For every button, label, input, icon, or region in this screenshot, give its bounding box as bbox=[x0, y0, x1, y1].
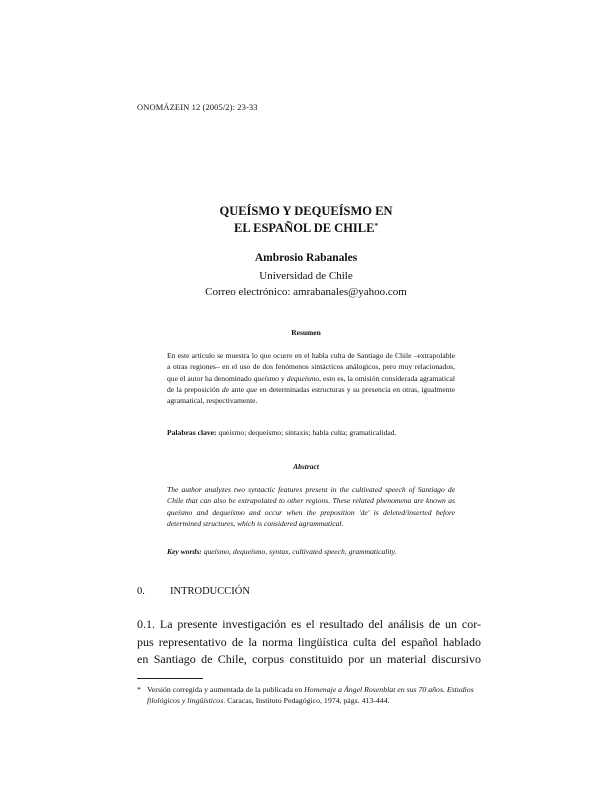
footnote-mark: * bbox=[137, 685, 141, 694]
body-line-1: 0.1. La presente investigación es el resultado del análisis de un cor- bbox=[137, 617, 481, 631]
footnote-divider bbox=[137, 678, 203, 679]
body-line-2: pus representativo de la norma lingüística culta del español hablado bbox=[137, 634, 481, 649]
title-line-1: QUEÍSMO Y DEQUEÍSMO EN bbox=[219, 204, 393, 218]
section-title: INTRODUCCIÓN bbox=[170, 586, 250, 597]
footnote-text-part1: Versión corregida y aumentada de la publicada en bbox=[147, 685, 305, 694]
section-heading bbox=[137, 586, 250, 597]
footnote-italic-title: Homenaje a Ángel Rosenblat en sus 70 años. Estudios filológicos y lingüísticos bbox=[147, 685, 474, 705]
abstract-heading: Abstract bbox=[293, 462, 319, 471]
footnote-text bbox=[146, 685, 481, 706]
resumen-term-dequeismo: dequeísmo bbox=[286, 373, 320, 383]
body-line-3: en Santiago de Chile, corpus constituido por un material discursivo bbox=[137, 652, 481, 667]
abstract-keywords bbox=[167, 546, 455, 557]
resumen-text-part4: ante bbox=[229, 384, 247, 394]
resumen-term-de: de bbox=[221, 384, 230, 394]
resumen-keywords bbox=[167, 427, 455, 438]
author-block bbox=[0, 252, 612, 300]
title-line-2 bbox=[0, 220, 612, 237]
resumen-keywords-label: Palabras clave: bbox=[167, 428, 217, 437]
resumen-text bbox=[167, 350, 455, 406]
resumen-text-part3: , esto es, la omisión considerada agramatical de la preposición bbox=[167, 373, 456, 394]
abstract-keywords-label: Key words: bbox=[167, 547, 202, 556]
resumen-term-queismo: queísmo bbox=[253, 373, 279, 383]
author-name: Ambrosio Rabanales bbox=[254, 252, 358, 264]
footnote bbox=[137, 685, 481, 706]
title-line-2-text: EL ESPAÑOL DE CHILE bbox=[234, 221, 375, 235]
resumen-text-part5: en determinadas estructuras y su presencia en otras, igualmente agramatical, respectivamente. bbox=[167, 384, 455, 406]
abstract-text: The author analyzes two syntactic features present in the cultivated speech of Santiago de Chile that can also be extrapolated to other regions. These related phenomena are known as queísmo and dequeísmo and occur when the preposition 'de' is deleted/inserted before determined structures, which is considered agrammatical. bbox=[167, 485, 455, 528]
section-number: 0. bbox=[137, 586, 145, 597]
title-footnote-mark: * bbox=[374, 222, 378, 230]
author-email: Correo electrónico: amrabanales@yahoo.com bbox=[205, 286, 407, 298]
resumen-term-que: que bbox=[246, 384, 258, 394]
body-paragraph bbox=[137, 616, 481, 669]
resumen-text-part2: y bbox=[278, 373, 287, 383]
footnote-text-part2: . Caracas, Instituto Pedagógico, 1974, págs. 413-444. bbox=[223, 695, 390, 705]
resumen-text-part1: En este artículo se muestra lo que ocurre en el habla culta de Santiago de Chile –extrapolable a otras regiones– en el uso de dos fenómenos sintácticos análogicos, pero muy relacionados, que el autor ha denominado bbox=[167, 351, 455, 383]
author-affiliation: Universidad de Chile bbox=[259, 270, 353, 282]
resumen-heading: Resumen bbox=[291, 328, 321, 337]
journal-reference: ONOMÁZEIN 12 (2005/2): 23-33 bbox=[137, 102, 258, 112]
resumen-keywords-text: queísmo; dequeísmo; sintaxis; habla culta; gramaticalidad. bbox=[216, 428, 397, 437]
article-title bbox=[0, 203, 612, 237]
abstract-keywords-text: queísmo, dequeísmo, syntax, cultivated speech, grammaticality. bbox=[201, 547, 397, 556]
